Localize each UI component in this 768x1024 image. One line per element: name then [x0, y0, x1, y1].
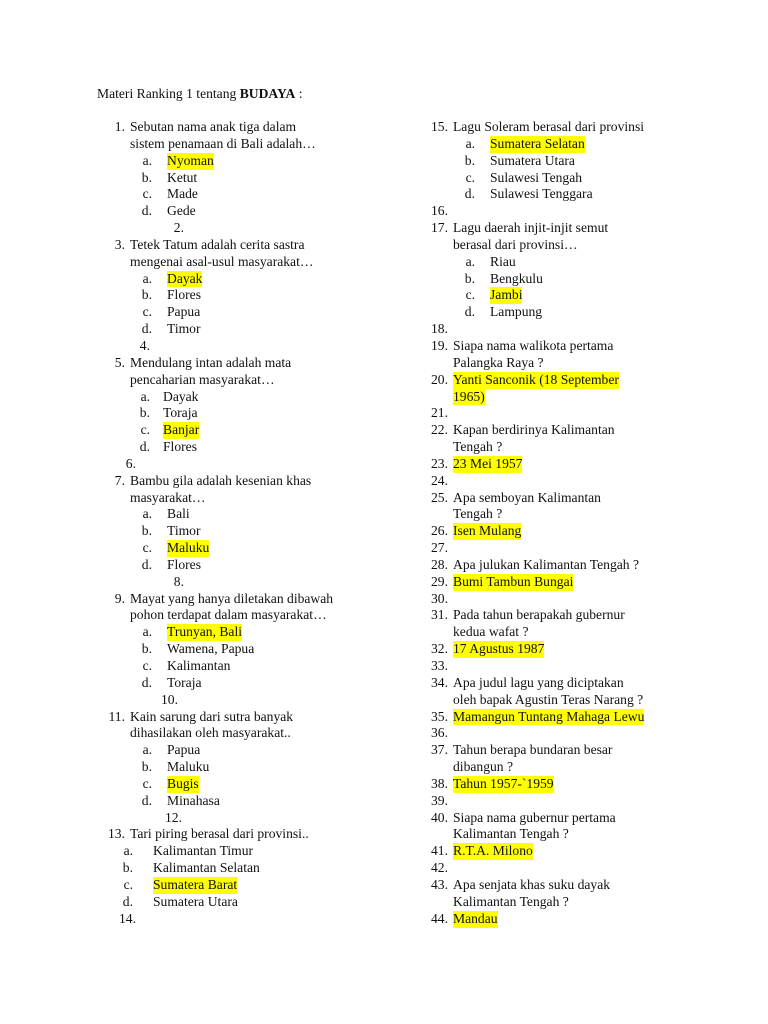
item-number: 19. [431, 337, 448, 353]
answer-option [92, 776, 392, 793]
item-number: 4. [139, 337, 150, 353]
question-line [415, 490, 715, 507]
answer-option [92, 389, 392, 406]
right-question-column [415, 119, 715, 928]
item-number: d. [141, 674, 152, 690]
question-line [415, 119, 715, 136]
item-number: 26. [431, 523, 448, 539]
item-text: kedua wafat ? [453, 624, 529, 640]
item-number: a. [465, 253, 475, 269]
item-number: d. [141, 203, 152, 219]
question-line [415, 877, 715, 894]
item-number: d. [464, 186, 475, 202]
empty-numbered-line [92, 338, 392, 355]
item-number: d. [122, 893, 133, 909]
item-number: 37. [431, 742, 448, 758]
highlighted-answer-text: Sumatera Selatan [490, 135, 585, 151]
item-number: b. [141, 169, 152, 185]
question-line [92, 119, 392, 136]
item-text: Timor [167, 321, 201, 337]
item-text: Maluku [167, 759, 210, 775]
item-text: Tengah ? [453, 439, 503, 455]
question-continuation [92, 254, 392, 271]
item-number: 12. [165, 809, 182, 825]
item-text: pohon terdapat dalam masyarakat… [130, 607, 327, 623]
item-number: a. [123, 843, 133, 859]
question-line [92, 591, 392, 608]
item-number: c. [142, 540, 152, 556]
item-text: Mayat yang hanya diletakan dibawah [130, 590, 334, 606]
item-number: 6. [125, 455, 136, 471]
question-line [415, 742, 715, 759]
item-number: b. [141, 641, 152, 657]
highlighted-answer-text: Isen Mulang [453, 523, 522, 539]
question-continuation [415, 692, 715, 709]
question-line [415, 810, 715, 827]
answer-line [415, 641, 715, 658]
question-line [415, 405, 715, 422]
item-text: Tari piring berasal dari provinsi.. [130, 826, 309, 842]
item-number: 44. [431, 910, 448, 926]
item-text: Lagu Soleram berasal dari provinsi [453, 119, 645, 134]
item-number: 35. [431, 708, 448, 724]
item-text: Riau [490, 253, 516, 269]
item-text: Wamena, Papua [167, 641, 255, 657]
question-line [415, 422, 715, 439]
item-number: c. [465, 169, 475, 185]
answer-option [92, 439, 392, 456]
item-text: Papua [167, 742, 201, 758]
question-line [92, 237, 392, 254]
question-line [415, 473, 715, 490]
item-number: 34. [431, 674, 448, 690]
item-number: 32. [431, 641, 448, 657]
highlighted-answer-text: Nyoman [167, 152, 214, 168]
answer-option [92, 287, 392, 304]
question-line [92, 473, 392, 490]
item-text: Papua [167, 304, 201, 320]
item-number: 25. [431, 489, 448, 505]
question-continuation [415, 506, 715, 523]
item-text: Siapa nama gubernur pertama [453, 809, 616, 825]
item-number: a. [142, 742, 152, 758]
highlighted-answer-text: Yanti Sanconik (18 September [453, 371, 619, 387]
question-line [415, 203, 715, 220]
item-number: a. [142, 624, 152, 640]
question-line [415, 675, 715, 692]
item-text: Sumatera Utara [490, 152, 575, 168]
item-number: 17. [431, 220, 448, 236]
highlighted-answer-text: R.T.A. Milono [453, 843, 533, 859]
item-text: dihasilakan oleh masyarakat.. [130, 725, 291, 741]
item-number: 9. [114, 590, 125, 606]
item-number: a. [140, 388, 150, 404]
answer-option [415, 287, 715, 304]
question-line [415, 793, 715, 810]
highlighted-answer-text: Sumatera Barat [153, 876, 238, 892]
answer-option [92, 523, 392, 540]
question-line [415, 557, 715, 574]
highlighted-answer-text: 1965) [453, 388, 485, 404]
item-text: Siapa nama walikota pertama [453, 337, 614, 353]
answer-option [92, 742, 392, 759]
empty-numbered-line [92, 911, 392, 928]
item-text: Tahun berapa bundaran besar [453, 742, 613, 758]
answer-option [92, 203, 392, 220]
item-number: b. [141, 523, 152, 539]
answer-option [415, 304, 715, 321]
answer-line [415, 456, 715, 473]
question-continuation [92, 725, 392, 742]
item-number: 5. [114, 354, 125, 370]
question-line [415, 338, 715, 355]
question-continuation [415, 894, 715, 911]
question-line [415, 321, 715, 338]
item-text: Gede [167, 203, 196, 219]
item-text: pencaharian masyarakat… [130, 371, 275, 387]
item-number: 3. [114, 236, 125, 252]
item-text: Apa julukan Kalimantan Tengah ? [453, 556, 640, 572]
item-number: 38. [431, 775, 448, 791]
item-text: Tengah ? [453, 506, 503, 522]
item-number: b. [122, 860, 133, 876]
item-text: Flores [163, 439, 197, 455]
item-text: mengenai asal-usul masyarakat… [130, 253, 314, 269]
question-line [92, 826, 392, 843]
item-number: a. [465, 135, 475, 151]
item-number: 28. [431, 556, 448, 572]
item-number: 40. [431, 809, 448, 825]
question-continuation [92, 136, 392, 153]
question-continuation [92, 607, 392, 624]
answer-option [415, 136, 715, 153]
item-text: Kalimantan Tengah ? [453, 826, 569, 842]
item-number: 27. [431, 540, 448, 556]
item-number: 14. [119, 910, 136, 926]
item-text: Lagu daerah injit-injit semut [453, 220, 609, 236]
question-line [415, 658, 715, 675]
item-text: Mendulang intan adalah mata [130, 354, 292, 370]
item-number: 16. [431, 203, 448, 219]
answer-option [92, 624, 392, 641]
item-text: Kalimantan [167, 658, 231, 673]
item-text: Flores [167, 556, 201, 572]
item-text: berasal dari provinsi… [453, 236, 578, 252]
item-text: dibangun ? [453, 759, 514, 775]
item-number: a. [142, 152, 152, 168]
answer-option [92, 506, 392, 523]
highlighted-answer-text: Bugis [167, 775, 199, 791]
answer-option [92, 304, 392, 321]
question-line [415, 860, 715, 877]
item-number: 24. [431, 472, 448, 488]
answer-option [92, 321, 392, 338]
item-number: 39. [431, 792, 448, 808]
title-suffix: : [295, 86, 303, 101]
item-text: masyarakat… [130, 489, 206, 505]
highlighted-answer-text: Dayak [167, 270, 203, 286]
item-text: Kapan berdirinya Kalimantan [453, 422, 615, 438]
item-number: c. [123, 876, 133, 892]
item-number: d. [141, 792, 152, 808]
question-line [415, 591, 715, 608]
item-text: Kain sarung dari sutra banyak [130, 708, 294, 724]
question-line [92, 709, 392, 726]
answer-line [415, 776, 715, 793]
item-number: c. [465, 287, 475, 303]
item-text: Flores [167, 287, 201, 303]
answer-option [92, 877, 392, 894]
item-number: 31. [431, 607, 448, 623]
highlighted-answer-text: 23 Mei 1957 [453, 455, 523, 471]
item-text: Timor [167, 523, 201, 539]
item-number: 11. [108, 708, 125, 724]
item-number: d. [141, 556, 152, 572]
item-number: 8. [173, 573, 184, 589]
question-continuation [415, 624, 715, 641]
answer-line [415, 709, 715, 726]
answer-option [92, 860, 392, 877]
item-number: b. [141, 759, 152, 775]
question-continuation [92, 372, 392, 389]
question-line [415, 220, 715, 237]
answer-option [92, 658, 392, 675]
item-number: 30. [431, 590, 448, 606]
question-continuation [415, 389, 715, 406]
answer-line [415, 372, 715, 389]
item-text: Sumatera Utara [153, 893, 238, 909]
item-number: 43. [431, 876, 448, 892]
item-number: 36. [431, 725, 448, 741]
item-number: 10. [161, 691, 178, 707]
item-text: Bambu gila adalah kesenian khas [130, 472, 312, 488]
answer-option [92, 422, 392, 439]
answer-line [415, 574, 715, 591]
item-text: Toraja [163, 405, 198, 421]
question-line [92, 355, 392, 372]
item-number: 33. [431, 658, 448, 673]
answer-option [92, 271, 392, 288]
question-continuation [415, 237, 715, 254]
item-number: d. [464, 304, 475, 320]
item-number: 20. [431, 371, 448, 387]
item-number: c. [142, 775, 152, 791]
question-line [415, 607, 715, 624]
item-text: Dayak [163, 388, 199, 404]
highlighted-answer-text: Trunyan, Bali [167, 624, 243, 640]
highlighted-answer-text: Bumi Tambun Bungai [453, 573, 574, 589]
item-number: b. [141, 287, 152, 303]
title-topic: BUDAYA [239, 86, 296, 101]
item-number: a. [142, 506, 152, 522]
question-continuation [415, 355, 715, 372]
answer-line [415, 843, 715, 860]
item-text: Sebutan nama anak tiga dalam [130, 119, 297, 134]
highlighted-answer-text: Tahun 1957-`1959 [453, 775, 554, 791]
item-number: b. [464, 152, 475, 168]
item-number: 42. [431, 860, 448, 876]
item-number: d. [141, 321, 152, 337]
item-text: Minahasa [167, 792, 220, 808]
item-text: Kalimantan Selatan [153, 860, 260, 876]
highlighted-answer-text: Jambi [490, 287, 523, 303]
item-number: 21. [431, 405, 448, 421]
item-number: a. [142, 270, 152, 286]
item-text: Kalimantan Tengah ? [453, 893, 569, 909]
page-title [97, 86, 303, 102]
question-continuation [92, 490, 392, 507]
item-text: Bengkulu [490, 270, 543, 286]
answer-line [415, 911, 715, 928]
item-text: Toraja [167, 674, 202, 690]
empty-numbered-line [92, 692, 392, 709]
item-number: c. [142, 658, 152, 673]
empty-numbered-line [92, 810, 392, 827]
item-number: b. [139, 405, 150, 421]
question-continuation [415, 439, 715, 456]
answer-option [92, 641, 392, 658]
answer-option [92, 170, 392, 187]
empty-numbered-line [92, 220, 392, 237]
question-line [415, 540, 715, 557]
question-line [415, 725, 715, 742]
item-number: b. [464, 270, 475, 286]
answer-option [92, 843, 392, 860]
highlighted-answer-text: Banjar [163, 422, 200, 438]
highlighted-answer-text: Mamangun Tuntang Mahaga Lewu [453, 708, 645, 724]
item-number: 22. [431, 422, 448, 438]
item-number: c. [140, 422, 150, 438]
item-number: 29. [431, 573, 448, 589]
answer-option [415, 153, 715, 170]
item-number: c. [142, 186, 152, 202]
item-text: Palangka Raya ? [453, 354, 544, 370]
item-text: Sulawesi Tenggara [490, 186, 593, 202]
answer-option [92, 405, 392, 422]
item-number: c. [142, 304, 152, 320]
item-text: Apa semboyan Kalimantan [453, 489, 601, 505]
item-number: d. [139, 439, 150, 455]
item-number: 2. [173, 220, 184, 236]
answer-option [415, 170, 715, 187]
item-text: oleh bapak Agustin Teras Narang ? [453, 691, 644, 707]
item-text: sistem penamaan di Bali adalah… [130, 135, 316, 151]
left-question-column [92, 119, 392, 928]
title-prefix: Materi Ranking 1 tentang [97, 86, 240, 101]
answer-line [415, 523, 715, 540]
answer-option [92, 675, 392, 692]
answer-option [92, 540, 392, 557]
item-number: 41. [431, 843, 448, 859]
highlighted-answer-text: 17 Agustus 1987 [453, 641, 545, 657]
item-number: 13. [108, 826, 125, 842]
answer-option [92, 759, 392, 776]
item-number: 18. [431, 321, 448, 337]
item-text: Made [167, 186, 198, 202]
answer-option [92, 557, 392, 574]
answer-option [92, 186, 392, 203]
item-text: Bali [167, 506, 190, 522]
answer-option [415, 271, 715, 288]
answer-option [92, 153, 392, 170]
question-continuation [415, 826, 715, 843]
empty-numbered-line [92, 456, 392, 473]
item-text: Tetek Tatum adalah cerita sastra [130, 236, 305, 252]
item-text: Apa judul lagu yang diciptakan [453, 674, 624, 690]
highlighted-answer-text: Mandau [453, 910, 498, 926]
item-text: Apa senjata khas suku dayak [453, 876, 611, 892]
answer-option [415, 186, 715, 203]
question-continuation [415, 759, 715, 776]
item-text: Sulawesi Tengah [490, 169, 583, 185]
answer-option [415, 254, 715, 271]
item-text: Ketut [167, 169, 198, 185]
item-number: 15. [431, 119, 448, 134]
answer-option [92, 894, 392, 911]
item-number: 1. [114, 119, 125, 134]
item-text: Kalimantan Timur [153, 843, 254, 859]
item-number: 7. [114, 472, 125, 488]
empty-numbered-line [92, 574, 392, 591]
answer-option [92, 793, 392, 810]
item-number: 23. [431, 455, 448, 471]
item-text: Lampung [490, 304, 543, 320]
highlighted-answer-text: Maluku [167, 540, 210, 556]
item-text: Pada tahun berapakah gubernur [453, 607, 625, 623]
